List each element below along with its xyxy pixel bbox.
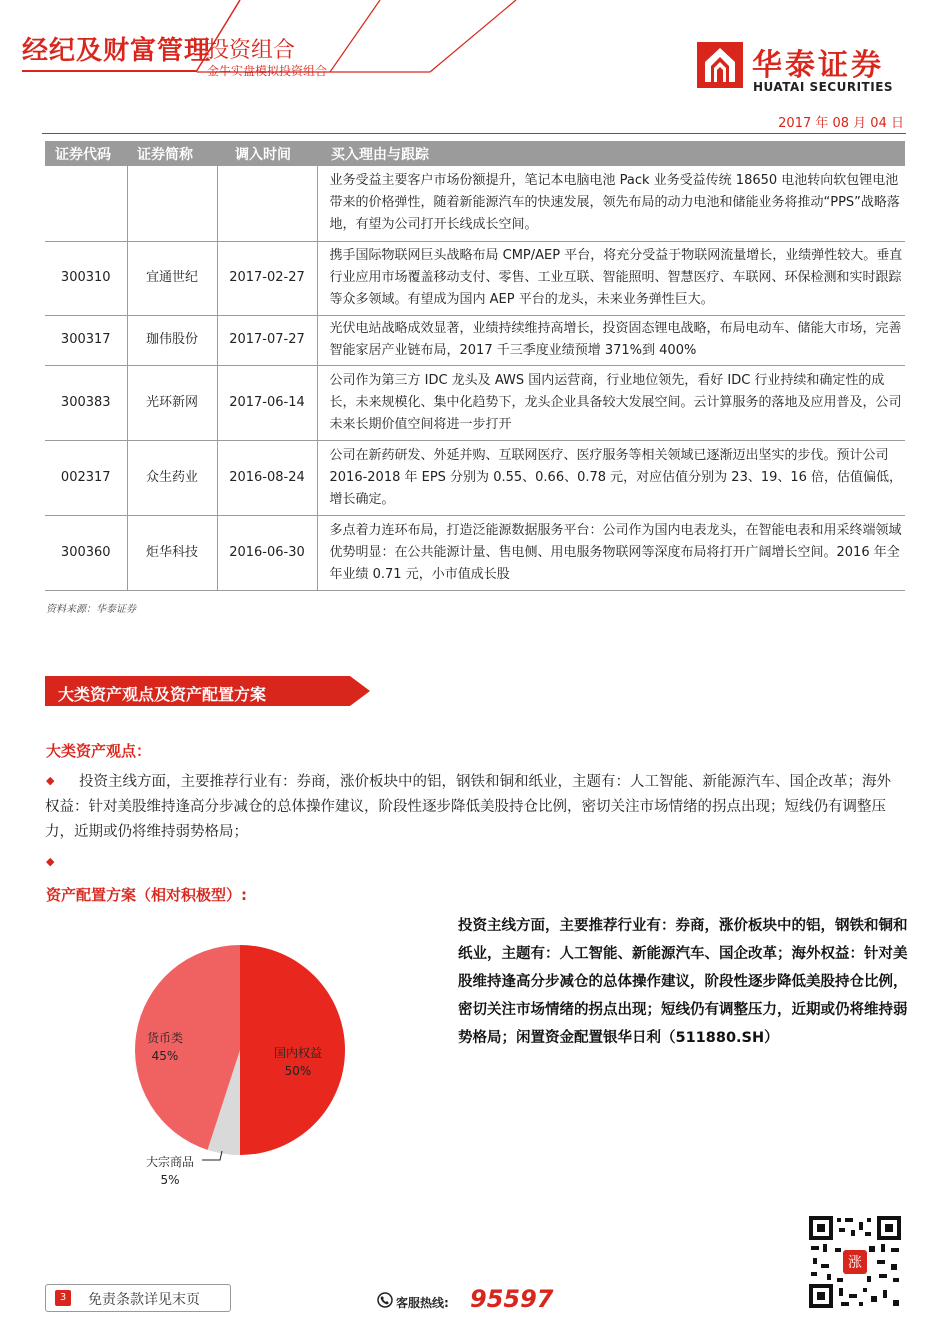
header-underline bbox=[22, 70, 197, 72]
table-row bbox=[45, 440, 905, 515]
cell-name: 炬华科技 bbox=[127, 515, 217, 590]
hotline-number: 95597 bbox=[470, 1285, 554, 1313]
huatai-logo-icon bbox=[697, 42, 743, 88]
cell-date: 2016-08-24 bbox=[217, 440, 317, 515]
section-title: 大类资产观点及资产配置方案 bbox=[58, 685, 267, 704]
pie-value-1: 5% bbox=[160, 1173, 180, 1187]
report-subtitle-secondary: 金牛实盘模拟投资组合 bbox=[207, 64, 328, 78]
cell-code: 002317 bbox=[45, 440, 127, 515]
cell-date: 2017-02-27 bbox=[217, 241, 317, 315]
brand-name-en: HUATAI SECURITIES bbox=[753, 80, 894, 94]
col-header-reason: 买入理由与跟踪 bbox=[317, 141, 905, 166]
cell-code: 300310 bbox=[45, 241, 127, 315]
views-heading: 大类资产观点： bbox=[46, 742, 152, 760]
pie-label-1: 大宗商品 bbox=[145, 1155, 195, 1169]
cell-reason: 多点着力连环布局，打造泛能源数据服务平台：公司作为国内电表龙头，在智能电表和用采终端领域优势明显：在公共能源计量、售电侧、用电服务物联网等深度布局将打开广阔增长空间。2016 年全年业绩 0.71 元，小市值成长股 bbox=[317, 515, 905, 590]
diamond-bullet-icon: ◆ bbox=[46, 855, 55, 868]
cell-reason: 业务受益主要客户市场份额提升，笔记本电脑电池 Pack 业务受益传统 18650 电池转向软包锂电池带来的价格弹性，随着新能源汽车的快速发展，领先布局的动力电池和储能业务将推动“PPS”战略落地，有望为公司打开长线成长空间。 bbox=[317, 166, 905, 241]
views-paragraph bbox=[45, 770, 905, 845]
views-text: 投资主线方面，主要推荐行业有：券商，涨价板块中的铝，钢铁和铜和纸业，主题有：人工智能、新能源汽车、国企改革；海外权益：针对美股维持逢高分步减仓的总体操作建议，阶段性逐步降低美股持仓比例，密切关注市场情绪的拐点出现；短线仍有调整压力，近期或仍将维持弱势格局； bbox=[45, 774, 891, 840]
cell-name: 珈伟股份 bbox=[127, 315, 217, 365]
cell-date bbox=[217, 166, 317, 241]
cell-code: 300383 bbox=[45, 365, 127, 440]
report-category-title: 经纪及财富管理 bbox=[22, 36, 212, 66]
cell-reason: 公司作为第三方 IDC 龙头及 AWS 国内运营商，行业地位领先，看好 IDC 行业持续和确定性的成长，未来规模化、集中化趋势下，龙头企业具备较大发展空间。云计算服务的落地及应用普及，公司未来长期价值空间将进一步打开 bbox=[317, 365, 905, 440]
col-header-code: 证券代码 bbox=[45, 141, 127, 166]
cell-name: 众生药业 bbox=[127, 440, 217, 515]
table-row bbox=[45, 241, 905, 315]
table-row bbox=[45, 365, 905, 440]
disclaimer-text: 免责条款详见末页 bbox=[88, 1292, 200, 1308]
cell-code: 300317 bbox=[45, 315, 127, 365]
table-row bbox=[45, 166, 905, 241]
cell-name bbox=[127, 166, 217, 241]
pie-label-2: 货币类 bbox=[146, 1031, 184, 1045]
pie-label-0: 国内权益 bbox=[273, 1046, 323, 1060]
qr-badge-text: 涨 bbox=[848, 1255, 862, 1271]
col-header-date: 调入时间 bbox=[217, 141, 317, 166]
diamond-bullet-icon: ◆ bbox=[46, 774, 55, 787]
allocation-pie-chart bbox=[110, 930, 370, 1200]
date-divider bbox=[42, 133, 906, 134]
table-source-note: 资料来源：华泰证券 bbox=[46, 604, 136, 615]
allocation-commentary: 投资主线方面，主要推荐行业有：券商，涨价板块中的铝，钢铁和铜和纸业，主题有：人工智能、新能源汽车、国企改革；海外权益：针对美股维持逢高分步减仓的总体操作建议，阶段性逐步降低美股持仓比例，密切关注市场情绪的拐点出现；短线仍有调整压力，近期或仍将维持弱势格局；闲置资金配置银华日利（511880.SH） bbox=[458, 918, 908, 1046]
brand-name-cn: 华泰证券 bbox=[752, 48, 884, 83]
table-row bbox=[45, 315, 905, 365]
hotline-label: 客服热线: bbox=[396, 1296, 449, 1310]
cell-code: 300360 bbox=[45, 515, 127, 590]
cell-date: 2016-06-30 bbox=[217, 515, 317, 590]
portfolio-table bbox=[45, 141, 905, 591]
report-date: 2017 年 08 月 04 日 bbox=[778, 116, 904, 131]
pie-value-0: 50% bbox=[284, 1064, 312, 1078]
pie-value-2: 45% bbox=[151, 1049, 179, 1063]
qr-code-icon bbox=[807, 1214, 903, 1310]
table-row bbox=[45, 515, 905, 590]
cell-reason: 公司在新药研发、外延并购、互联网医疗、医疗服务等相关领域已逐渐迈出坚实的步伐。预计公司 2016-2018 年 EPS 分别为 0.55、0.66、0.78 元，对应估值分别为 23、19、16 倍，估值偏低，增长确定。 bbox=[317, 440, 905, 515]
allocation-heading: 资产配置方案（相对积极型）: bbox=[46, 886, 247, 904]
phone-icon bbox=[377, 1292, 393, 1308]
cell-date: 2017-07-27 bbox=[217, 315, 317, 365]
cell-date: 2017-06-14 bbox=[217, 365, 317, 440]
cell-reason: 携手国际物联网巨头战略布局 CMP/AEP 平台，将充分受益于物联网流量增长，业绩弹性较大。垂直行业应用市场覆盖移动支付、零售、工业互联、智能照明、智慧医疗、车联网、环保检测和实时跟踪等众多领域。有望成为国内 AEP 平台的龙头，未来业务弹性巨大。 bbox=[317, 241, 905, 315]
col-header-name: 证券简称 bbox=[127, 141, 217, 166]
cell-code bbox=[45, 166, 127, 241]
cell-name: 光环新网 bbox=[127, 365, 217, 440]
cell-name: 宜通世纪 bbox=[127, 241, 217, 315]
cell-reason: 光伏电站战略成效显著，业绩持续维持高增长，投资固态锂电战略，布局电动车、储能大市场，完善智能家居产业链布局，2017 千三季度业绩预增 371%到 400% bbox=[317, 315, 905, 365]
table-header-row bbox=[45, 141, 905, 166]
page-number: 3 bbox=[55, 1290, 71, 1306]
report-subtitle: 投资组合 bbox=[207, 38, 296, 63]
